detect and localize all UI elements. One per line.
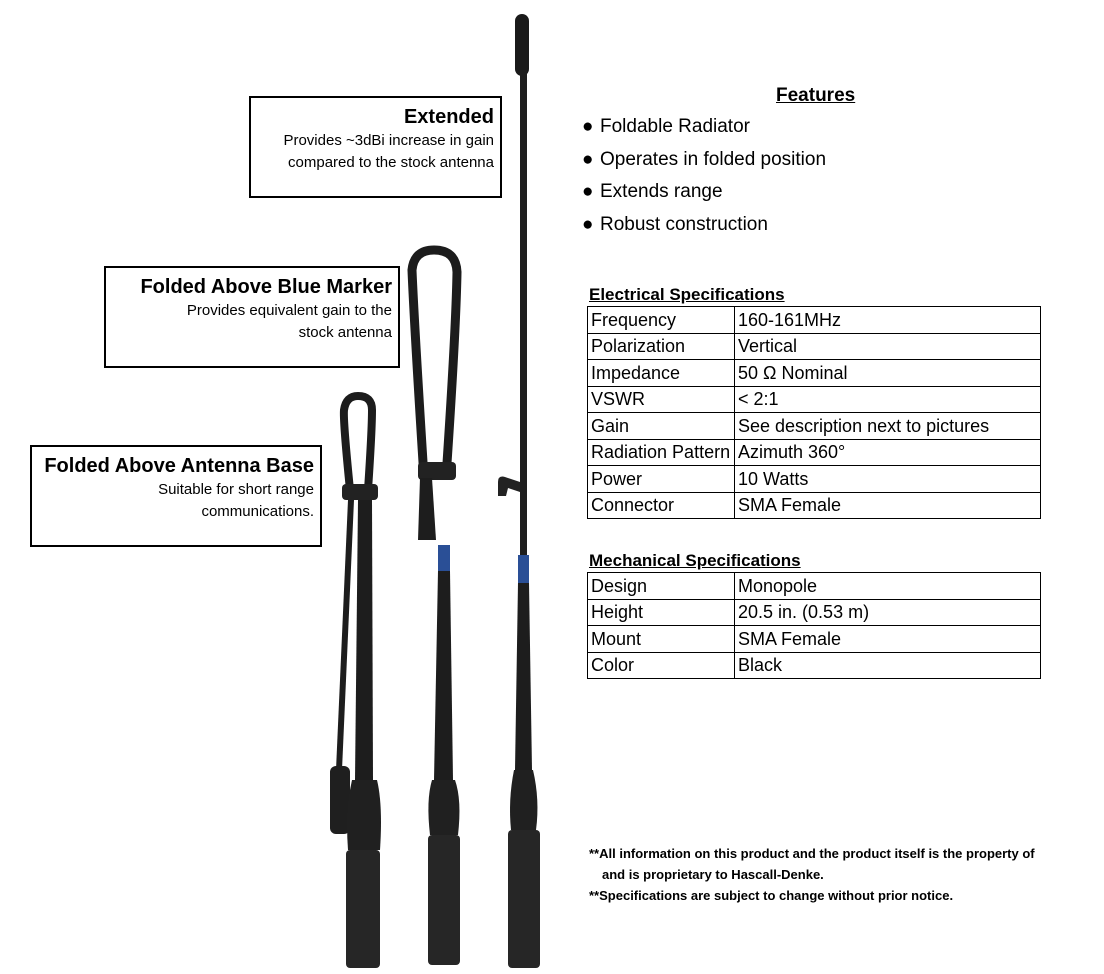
spec-value: 160-161MHz [735, 307, 1041, 334]
feature-item: ● Robust construction [582, 212, 826, 245]
blue-marker [518, 555, 529, 583]
callout-description-line: Suitable for short range [158, 481, 314, 498]
callout-description-line: Provides equivalent gain to the [186, 302, 392, 319]
spec-label: Design [588, 573, 735, 600]
mechanical-specs-heading: Mechanical Specifications [589, 551, 801, 570]
spec-label: Radiation Pattern [588, 439, 735, 466]
table-row [588, 492, 1041, 519]
table-row [588, 333, 1041, 360]
callout-title: Folded Above Antenna Base [44, 455, 314, 477]
callout-folded-blue-marker [104, 266, 400, 368]
electrical-specs-heading: Electrical Specifications [589, 285, 785, 304]
table-row [588, 652, 1041, 679]
spec-label: Frequency [588, 307, 735, 334]
disclaimer-line: **All information on this product and the product itself is the property of [589, 846, 1035, 861]
disclaimer-notes [589, 843, 1035, 906]
spec-label: Mount [588, 626, 735, 653]
spec-value: 10 Watts [735, 466, 1041, 493]
callout-title: Extended [403, 106, 494, 128]
table-row [588, 439, 1041, 466]
features-heading: Features [776, 85, 856, 106]
spec-label: Polarization [588, 333, 735, 360]
spec-label: Impedance [588, 360, 735, 387]
bullet-icon: ● [582, 181, 594, 202]
bullet-icon: ● [582, 148, 594, 170]
spec-label: Gain [588, 413, 735, 440]
callout-title: Folded Above Blue Marker [140, 276, 392, 298]
callout-folded-antenna-base [30, 445, 322, 547]
spec-value: Black [735, 652, 1041, 679]
spec-value: < 2:1 [735, 386, 1041, 413]
spec-label: VSWR [588, 386, 735, 413]
callout-description-line: stock antenna [298, 324, 392, 341]
disclaimer-line: and is proprietary to Hascall-Denke. [602, 867, 824, 882]
spec-label: Connector [588, 492, 735, 519]
spec-label: Color [588, 652, 735, 679]
callout-description-line: communications. [201, 503, 314, 520]
table-row [588, 413, 1041, 440]
feature-item: ● Extends range [582, 179, 826, 212]
callout-extended [249, 96, 502, 198]
callout-description-line: compared to the stock antenna [288, 154, 494, 171]
bullet-icon: ● [582, 213, 594, 235]
table-row [588, 466, 1041, 493]
spec-label: Height [588, 599, 735, 626]
spec-value: 20.5 in. (0.53 m) [735, 599, 1041, 626]
callout-description-line: Provides ~3dBi increase in gain [283, 132, 494, 149]
spec-value: SMA Female [735, 492, 1041, 519]
feature-item: ● Foldable Radiator [582, 114, 826, 147]
features-list [582, 114, 826, 244]
feature-item: ● Operates in folded position [582, 147, 826, 180]
spec-value: Vertical [735, 333, 1041, 360]
spec-value: See description next to pictures [735, 413, 1041, 440]
electrical-specs-table [587, 306, 1041, 519]
table-row [588, 307, 1041, 334]
table-row [588, 386, 1041, 413]
table-row [588, 626, 1041, 653]
spec-value: SMA Female [735, 626, 1041, 653]
bullet-icon: ● [582, 116, 594, 137]
spec-value: 50 Ω Nominal [735, 360, 1041, 387]
antenna-folded-blue-image [412, 250, 460, 965]
spec-label: Power [588, 466, 735, 493]
disclaimer-line: **Specifications are subject to change without prior notice. [589, 888, 954, 903]
mechanical-specs-table [587, 572, 1041, 679]
table-row [588, 599, 1041, 626]
spec-value: Azimuth 360° [735, 439, 1041, 466]
spec-value: Monopole [735, 573, 1041, 600]
blue-marker [438, 545, 450, 571]
antenna-folded-base-image [330, 396, 381, 968]
table-row [588, 360, 1041, 387]
table-row [588, 573, 1041, 600]
antenna-extended-image [498, 14, 540, 968]
